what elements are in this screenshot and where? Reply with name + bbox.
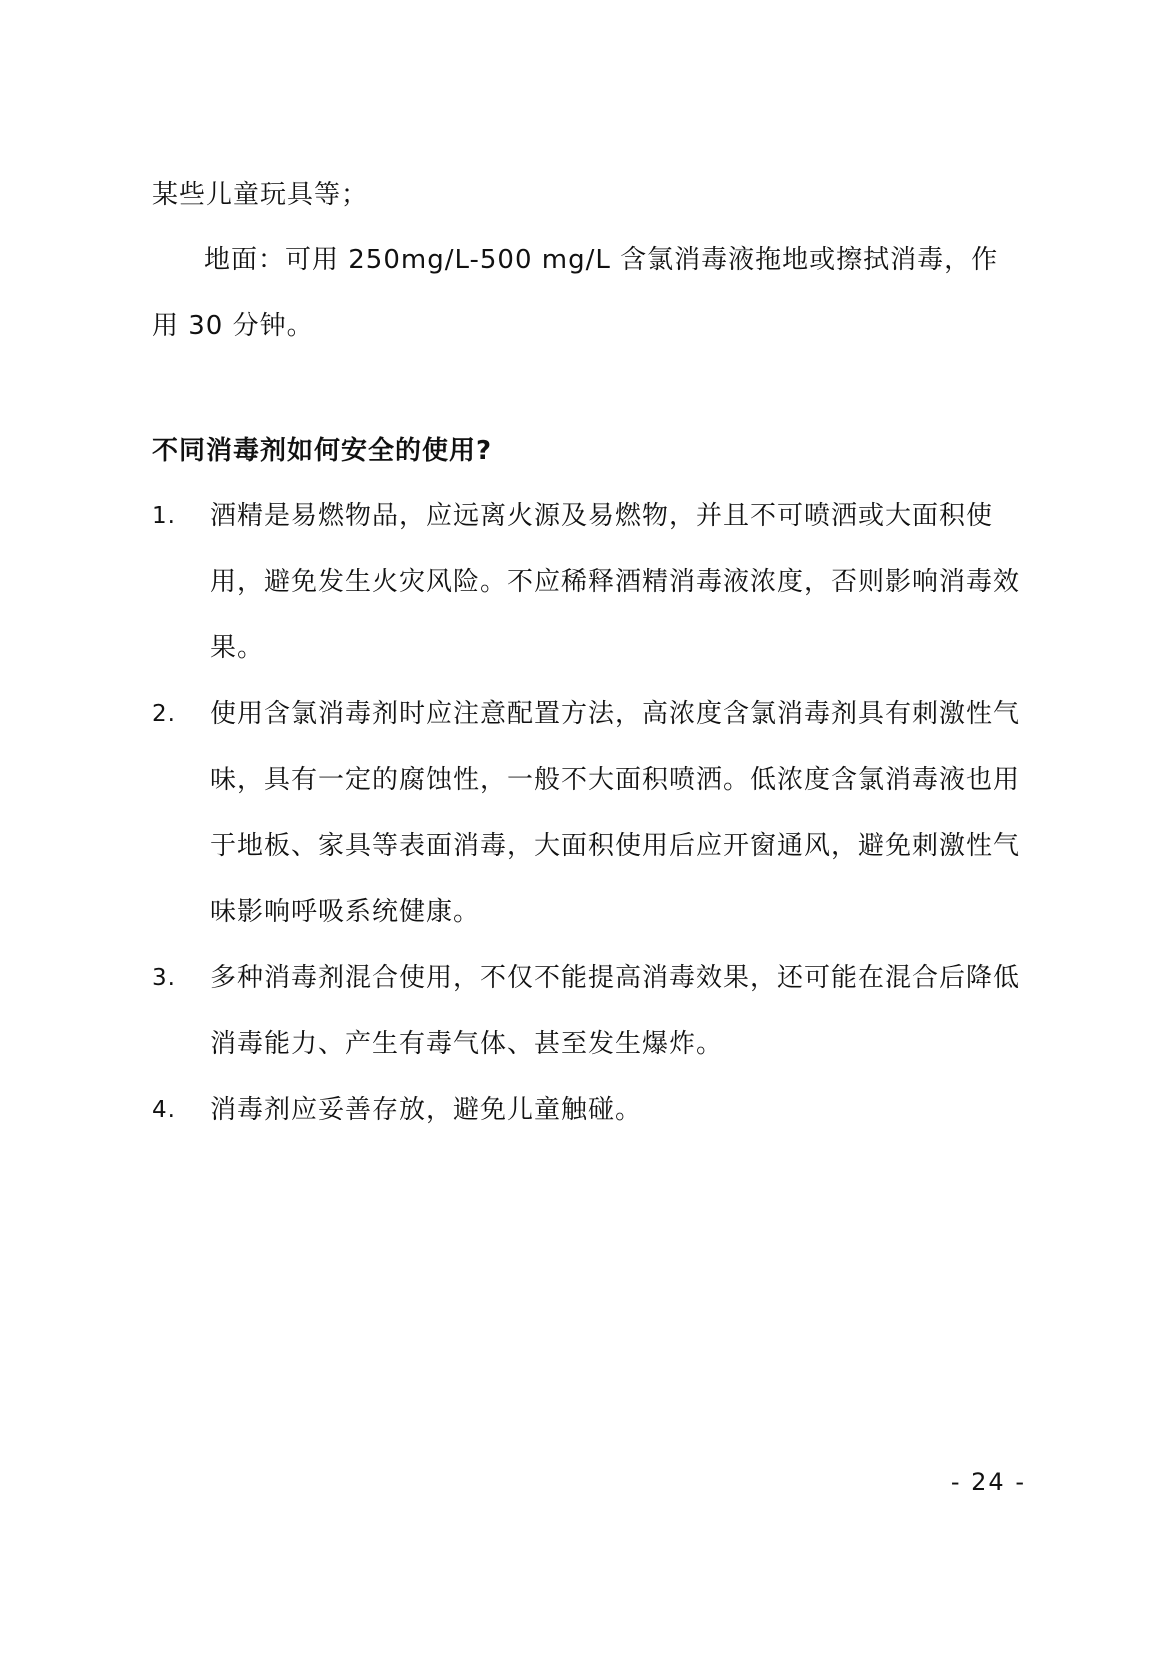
- floor-disinfection-paragraph: 地面：可用 250mg/L-500 mg/L 含氯消毒液拖地或擦拭消毒，作用 30 分钟。: [152, 245, 999, 341]
- list-item-number: 4.: [152, 1097, 176, 1123]
- list-item-text: 使用含氯消毒剂时应注意配置方法，高浓度含氯消毒剂具有刺激性气味，具有一定的腐蚀性，一般不大面积喷洒。低浓度含氯消毒液也用于地板、家具等表面消毒，大面积使用后应开窗通风，避免刺激性气味影响呼吸系统健康。: [210, 699, 1021, 927]
- list-item: [152, 483, 1022, 681]
- list-item-number: 3.: [152, 965, 176, 991]
- page-number: - 24 -: [950, 1468, 1026, 1496]
- section-heading: 不同消毒剂如何安全的使用?: [152, 436, 493, 466]
- list-item-number: 2.: [152, 701, 176, 727]
- list-item: [152, 945, 1022, 1077]
- list-item: [152, 681, 1022, 945]
- list-item-text: 消毒剂应妥善存放，避免儿童触碰。: [210, 1095, 643, 1125]
- list-item: [152, 1077, 1022, 1143]
- safety-list: [152, 483, 1022, 1143]
- list-item-text: 多种消毒剂混合使用，不仅不能提高消毒效果，还可能在混合后降低消毒能力、产生有毒气体、甚至发生爆炸。: [210, 963, 1021, 1059]
- list-item-number: 1.: [152, 503, 176, 529]
- continuation-paragraph: 某些儿童玩具等；: [152, 180, 369, 210]
- list-item-text: 酒精是易燃物品，应远离火源及易燃物，并且不可喷洒或大面积使用，避免发生火灾风险。不应稀释酒精消毒液浓度，否则影响消毒效果。: [210, 501, 1021, 663]
